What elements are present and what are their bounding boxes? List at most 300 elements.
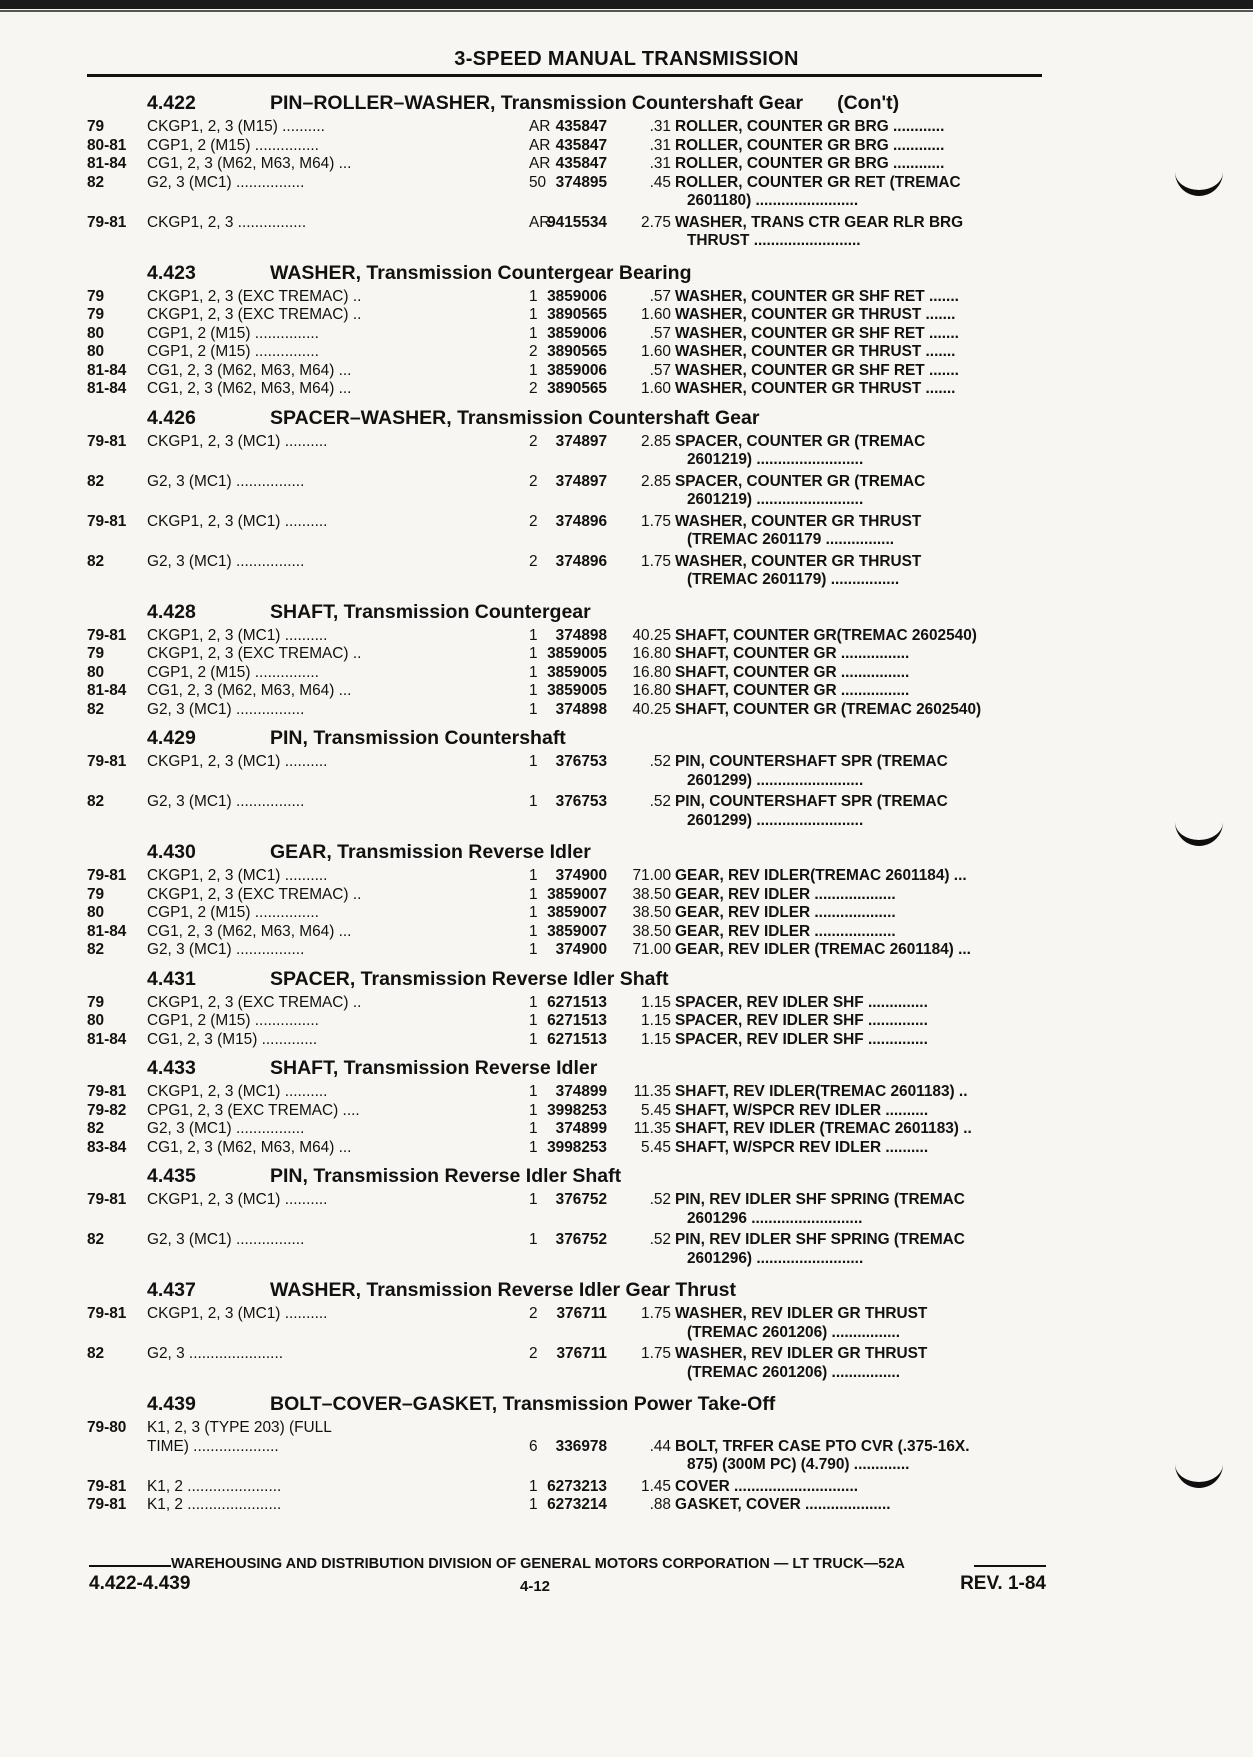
- model-line: CG1, 2, 3 (M62, M63, M64) ...: [147, 361, 352, 379]
- model-year-text: 81-84: [87, 361, 127, 379]
- part-number-text: 3859005: [547, 663, 607, 681]
- model-line: CKGP1, 2, 3 (MC1) ..........: [147, 626, 328, 644]
- part-number-text: 3859007: [547, 922, 607, 940]
- part-number: [437, 1478, 607, 1497]
- part-number-text: 6273213: [547, 1477, 607, 1495]
- section-title: [270, 403, 759, 433]
- section-heading: [87, 723, 1047, 753]
- model-year-text: 79-81: [87, 753, 127, 770]
- quantity: [529, 553, 569, 572]
- model-line: G2, 3 ......................: [147, 1345, 283, 1362]
- quantity-text: 1: [529, 922, 538, 940]
- binder-hole-mark: [1175, 818, 1223, 846]
- quantity-text: 2: [529, 343, 538, 360]
- table-row: [87, 1102, 1047, 1121]
- quantity: [529, 288, 569, 307]
- price: [587, 867, 671, 886]
- part-number: [437, 380, 607, 399]
- model-year: [87, 473, 137, 492]
- part-number-text: 3998253: [547, 1138, 607, 1156]
- part-number-text: 376752: [555, 1191, 607, 1208]
- part-description: [675, 753, 1045, 790]
- table-row: [87, 1139, 1047, 1158]
- quantity-text: 1: [529, 1477, 538, 1495]
- model-line: CKGP1, 2, 3 (MC1) ..........: [147, 867, 328, 884]
- part-number: [437, 1120, 607, 1139]
- price-text: .52: [649, 753, 671, 770]
- part-description: [675, 473, 1045, 510]
- model-line: CKGP1, 2, 3 (EXC TREMAC) ..: [147, 306, 362, 323]
- description-line: WASHER, REV IDLER GR THRUST: [675, 1305, 928, 1322]
- model-year-text: 80: [87, 324, 105, 342]
- quantity: [529, 994, 569, 1013]
- section-title-text: GEAR, Transmission Reverse Idler: [270, 841, 591, 863]
- model-line: CG1, 2, 3 (M62, M63, M64) ...: [147, 922, 352, 940]
- model-year-text: 79-81: [87, 1496, 127, 1513]
- part-number-text: 336978: [555, 1437, 607, 1455]
- description-line: SHAFT, W/SPCR REV IDLER ..........: [675, 1101, 929, 1119]
- model-year: [87, 701, 137, 720]
- part-description: [675, 380, 1045, 399]
- price: [587, 1139, 671, 1158]
- part-number: [437, 645, 607, 664]
- description-line: SPACER, REV IDLER SHF ..............: [675, 1030, 928, 1048]
- price-text: .57: [649, 361, 671, 379]
- section-title-text: PIN, Transmission Reverse Idler Shaft: [270, 1165, 622, 1187]
- price: [587, 433, 671, 452]
- part-description: [675, 867, 1045, 886]
- model-year: [87, 923, 137, 942]
- model-year: [87, 1231, 137, 1250]
- section-title: [270, 88, 899, 118]
- price-text: 1.45: [641, 1477, 671, 1495]
- part-number-text: 376711: [556, 1345, 607, 1362]
- quantity: [529, 753, 569, 772]
- model-year: [87, 753, 137, 772]
- table-row: [87, 380, 1047, 399]
- price-text: 5.45: [641, 1101, 671, 1119]
- quantity-text: 2: [529, 1345, 538, 1362]
- part-number-text: 374897: [555, 432, 607, 450]
- section-title-text: SPACER, Transmission Reverse Idler Shaft: [270, 967, 669, 990]
- model-year-text: 80: [87, 904, 105, 921]
- quantity-text: 1: [529, 1101, 538, 1119]
- model-line: CG1, 2, 3 (M15) .............: [147, 1030, 318, 1048]
- table-row: [87, 682, 1047, 701]
- description-line: 2601219) .........................: [687, 451, 864, 468]
- part-description: [675, 288, 1045, 307]
- part-number-text: 374899: [555, 1120, 607, 1137]
- table-row: [87, 174, 1047, 214]
- part-number: [437, 923, 607, 942]
- part-number-text: 374895: [555, 173, 607, 191]
- part-number-text: 374896: [555, 512, 607, 530]
- quantity-text: 1: [529, 1496, 538, 1513]
- part-description: [675, 627, 1045, 646]
- quantity: [529, 867, 569, 886]
- description-line: WASHER, TRANS CTR GEAR RLR BRG: [675, 213, 964, 231]
- model-year: [87, 793, 137, 812]
- quantity-text: 1: [529, 682, 538, 699]
- section-title-text: BOLT–COVER–GASKET, Transmission Power Take-Off: [270, 1393, 776, 1415]
- table-row: [87, 627, 1047, 646]
- part-number: [437, 433, 607, 452]
- quantity: [529, 513, 569, 532]
- model-year-text: 82: [87, 793, 105, 810]
- part-number: [437, 1012, 607, 1031]
- part-number: [437, 473, 607, 492]
- part-description: [675, 362, 1045, 381]
- price: [587, 1031, 671, 1050]
- table-row: [87, 1305, 1047, 1345]
- section-title: [270, 597, 591, 627]
- description-line: GEAR, REV IDLER ...................: [675, 885, 896, 903]
- part-description: [675, 1478, 1045, 1497]
- model-year: [87, 1496, 137, 1515]
- model-year: [87, 1012, 137, 1031]
- quantity-text: 1: [529, 867, 538, 884]
- table-row: [87, 473, 1047, 513]
- quantity: [529, 682, 569, 701]
- price: [587, 155, 671, 174]
- quantity-text: 1: [529, 324, 538, 342]
- price-text: 38.50: [632, 922, 671, 940]
- model-year-text: 80: [87, 1012, 105, 1029]
- part-description: [675, 1305, 1045, 1342]
- price: [587, 923, 671, 942]
- table-row: [87, 214, 1047, 254]
- description-line: SHAFT, COUNTER GR ................: [675, 682, 910, 699]
- section-title: [270, 1275, 736, 1305]
- model-year-text: 81-84: [87, 380, 127, 397]
- quantity-text: 1: [529, 793, 538, 810]
- model-year: [87, 886, 137, 905]
- quantity-text: 50: [529, 173, 547, 191]
- model-year-text: 80: [87, 663, 105, 681]
- description-line: SPACER, REV IDLER SHF ..............: [675, 993, 928, 1011]
- model-line: CG1, 2, 3 (M62, M63, M64) ...: [147, 380, 352, 397]
- description-line: PIN, COUNTERSHAFT SPR (TREMAC: [675, 753, 948, 770]
- part-description: [675, 553, 1045, 590]
- model-line: CGP1, 2 (M15) ...............: [147, 663, 319, 681]
- footer-revision: REV. 1-84: [960, 1573, 1046, 1594]
- price-text: 71.00: [632, 941, 671, 958]
- footer-rule-left: [89, 1565, 171, 1567]
- part-description: [675, 701, 1045, 720]
- part-description: [675, 886, 1045, 905]
- quantity-text: 1: [529, 361, 538, 379]
- table-row: [87, 118, 1047, 137]
- section-heading: [87, 837, 1047, 867]
- part-description: [675, 513, 1045, 550]
- model-year: [87, 627, 137, 646]
- quantity-text: 1: [529, 287, 538, 305]
- description-line: GEAR, REV IDLER ...................: [675, 904, 896, 921]
- part-description: [675, 118, 1045, 137]
- part-description: [675, 1102, 1045, 1121]
- price-text: .31: [649, 118, 671, 135]
- model-year-text: 79: [87, 645, 105, 662]
- table-row: [87, 325, 1047, 344]
- model-line: CKGP1, 2, 3 (EXC TREMAC) ..: [147, 993, 362, 1011]
- price: [587, 753, 671, 772]
- part-number: [437, 325, 607, 344]
- price: [587, 1305, 671, 1324]
- section-number: 4.426: [147, 406, 196, 429]
- price: [587, 214, 671, 233]
- price-text: 1.60: [641, 343, 671, 360]
- quantity-text: 2: [529, 512, 538, 530]
- description-line: WASHER, COUNTER GR THRUST: [675, 552, 922, 570]
- quantity: [529, 433, 569, 452]
- part-number-text: 435847: [555, 118, 607, 135]
- part-number: [437, 1139, 607, 1158]
- price: [587, 1102, 671, 1121]
- part-number-text: 6271513: [547, 993, 607, 1011]
- model-line: CG1, 2, 3 (M62, M63, M64) ...: [147, 1138, 352, 1156]
- model-year: [87, 1102, 137, 1121]
- part-description: [675, 1031, 1045, 1050]
- table-row: [87, 923, 1047, 942]
- quantity: [529, 1496, 569, 1515]
- model-line: G2, 3 (MC1) ................: [147, 1231, 305, 1248]
- part-description: [675, 1191, 1045, 1228]
- section-spacer: [87, 1515, 1047, 1519]
- title-rule: [87, 74, 1042, 77]
- part-number: [437, 118, 607, 137]
- quantity-text: 1: [529, 1083, 538, 1100]
- description-line: (TREMAC 2601179) ................: [687, 571, 900, 588]
- description-line: 2601296) .........................: [687, 1249, 864, 1267]
- quantity-text: 1: [529, 700, 538, 718]
- quantity: [529, 1083, 569, 1102]
- description-line: PIN, REV IDLER SHF SPRING (TREMAC: [675, 1191, 965, 1208]
- part-number: [437, 343, 607, 362]
- table-row: [87, 1120, 1047, 1139]
- price: [587, 793, 671, 812]
- model-line: CG1, 2, 3 (M62, M63, M64) ...: [147, 682, 352, 699]
- description-line: (TREMAC 2601206) ................: [687, 1323, 900, 1341]
- part-number: [437, 664, 607, 683]
- part-number: [437, 994, 607, 1013]
- description-line: GEAR, REV IDLER(TREMAC 2601184) ...: [675, 867, 967, 884]
- description-line: 875) (300M PC) (4.790) .............: [687, 1456, 910, 1473]
- section-heading: [87, 88, 1047, 118]
- model-line: CKGP1, 2, 3 (EXC TREMAC) ..: [147, 287, 362, 305]
- description-line: SHAFT, REV IDLER(TREMAC 2601183) ..: [675, 1083, 968, 1100]
- model-line: CKGP1, 2, 3 (EXC TREMAC) ..: [147, 885, 362, 903]
- price-text: 1.15: [641, 1030, 671, 1048]
- model-year-text: 81-84: [87, 682, 127, 699]
- part-number-text: 3859006: [547, 324, 607, 342]
- part-description: [675, 433, 1045, 470]
- quantity: [529, 1031, 569, 1050]
- model-year-text: 79-82: [87, 1101, 127, 1119]
- model-line: G2, 3 (MC1) ................: [147, 552, 305, 570]
- price: [587, 1478, 671, 1497]
- part-description: [675, 793, 1045, 830]
- section-title-text: SHAFT, Transmission Reverse Idler: [270, 1057, 598, 1079]
- quantity-text: 1: [529, 1012, 538, 1029]
- model-year-text: 82: [87, 1120, 105, 1137]
- footer-section-range: 4.422-4.439: [89, 1573, 191, 1594]
- model-year: [87, 1120, 137, 1139]
- model-year: [87, 904, 137, 923]
- model-year: [87, 325, 137, 344]
- quantity-text: 1: [529, 306, 538, 323]
- model-year-text: 80-81: [87, 136, 127, 154]
- part-number-text: 3998253: [547, 1101, 607, 1119]
- model-year: [87, 137, 137, 156]
- part-number-text: 3890565: [547, 343, 607, 360]
- quantity-text: 1: [529, 904, 538, 921]
- model-line: CKGP1, 2, 3 (MC1) ..........: [147, 512, 328, 530]
- description-line: [675, 1419, 1045, 1438]
- model-year-text: 79: [87, 118, 105, 135]
- catalog-section: [87, 258, 1047, 403]
- description-line: THRUST .........................: [687, 232, 861, 249]
- table-row: [87, 793, 1047, 833]
- price-text: 5.45: [641, 1138, 671, 1156]
- price-text: .88: [649, 1496, 671, 1513]
- price-text: .57: [649, 287, 671, 305]
- model-year-text: 82: [87, 552, 105, 570]
- quantity-text: 1: [529, 663, 538, 681]
- price: [587, 325, 671, 344]
- quantity-text: 1: [529, 1231, 538, 1248]
- model-line: CKGP1, 2, 3 (MC1) ..........: [147, 1083, 328, 1100]
- description-line: WASHER, COUNTER GR THRUST: [675, 512, 922, 530]
- catalog-section: [87, 1389, 1047, 1519]
- description-line: (TREMAC 2601179 ................: [687, 531, 894, 548]
- part-number-text: 6271513: [547, 1030, 607, 1048]
- model-year-text: 79-81: [87, 626, 127, 644]
- model-line: CKGP1, 2, 3 (MC1) ..........: [147, 1305, 328, 1322]
- model-line: G2, 3 (MC1) ................: [147, 793, 305, 810]
- model-year-text: 79-81: [87, 512, 127, 530]
- quantity: [529, 1139, 569, 1158]
- quantity: [529, 380, 569, 399]
- part-description: [675, 155, 1045, 174]
- part-number-text: 376753: [555, 793, 607, 810]
- part-number-text: 374898: [555, 700, 607, 718]
- price-text: 1.60: [641, 380, 671, 397]
- table-row: [87, 433, 1047, 473]
- quantity: [529, 118, 569, 137]
- price: [587, 645, 671, 664]
- price-text: 16.80: [632, 682, 671, 699]
- price-text: 38.50: [632, 885, 671, 903]
- part-number-text: 374897: [555, 472, 607, 490]
- model-year: [87, 362, 137, 381]
- part-description: [675, 1496, 1045, 1515]
- description-line: WASHER, COUNTER GR THRUST .......: [675, 343, 956, 360]
- table-row: [87, 1345, 1047, 1385]
- price: [587, 1120, 671, 1139]
- model-year: [87, 174, 137, 193]
- part-number-text: 435847: [555, 136, 607, 154]
- part-number-text: 374898: [555, 626, 607, 644]
- part-number-text: 3859005: [547, 682, 607, 699]
- quantity-text: AR: [529, 136, 551, 154]
- price-text: 16.80: [632, 645, 671, 662]
- section-heading: [87, 258, 1047, 288]
- part-number-text: 3859005: [547, 645, 607, 662]
- catalog-section: [87, 1161, 1047, 1275]
- price-text: 11.35: [633, 1083, 671, 1100]
- description-line: SHAFT, COUNTER GR ................: [675, 663, 910, 681]
- model-line: K1, 2 ......................: [147, 1496, 282, 1513]
- quantity: [529, 941, 569, 960]
- price-text: 40.25: [632, 626, 671, 644]
- model-line: G2, 3 (MC1) ................: [147, 472, 305, 490]
- section-heading: [87, 403, 1047, 433]
- model-year-text: 80: [87, 343, 105, 360]
- description-line: SPACER, COUNTER GR (TREMAC: [675, 472, 926, 490]
- model-year: [87, 645, 137, 664]
- binder-hole-mark: [1175, 168, 1223, 196]
- quantity: [529, 1305, 569, 1324]
- part-number: [437, 867, 607, 886]
- price-text: 38.50: [632, 904, 671, 921]
- quantity: [529, 701, 569, 720]
- part-description: [675, 1231, 1045, 1268]
- model-year-text: 79-81: [87, 1305, 127, 1322]
- model-year: [87, 214, 137, 233]
- description-line: SPACER, REV IDLER SHF ..............: [675, 1012, 928, 1029]
- model-year: [87, 118, 137, 137]
- model-year: [87, 433, 137, 452]
- model-year: [87, 1031, 137, 1050]
- binder-hole-mark: [1175, 1460, 1223, 1488]
- part-description: [675, 214, 1045, 251]
- catalog-section: [87, 723, 1047, 837]
- part-number-text: 6273214: [547, 1496, 607, 1513]
- model-line: CGP1, 2 (M15) ...............: [147, 324, 319, 342]
- part-number: [437, 362, 607, 381]
- part-description: [675, 1345, 1045, 1382]
- model-year-text: 79: [87, 885, 105, 903]
- price: [587, 473, 671, 492]
- part-number: [437, 214, 607, 233]
- section-heading: [87, 1275, 1047, 1305]
- description-line: WASHER, COUNTER GR SHF RET .......: [675, 287, 959, 305]
- section-title: [270, 1389, 775, 1419]
- part-description: [675, 994, 1045, 1013]
- table-row: [87, 155, 1047, 174]
- quantity-text: 1: [529, 753, 538, 770]
- part-description: [675, 1083, 1045, 1102]
- model-line: CKGP1, 2, 3 ................: [147, 213, 307, 231]
- description-line: SHAFT, REV IDLER (TREMAC 2601183) ..: [675, 1120, 972, 1137]
- table-row: [87, 553, 1047, 593]
- section-number: 4.439: [147, 1393, 196, 1415]
- quantity: [529, 137, 569, 156]
- price: [587, 1012, 671, 1031]
- model-year: [87, 682, 137, 701]
- part-number: [437, 682, 607, 701]
- quantity-text: 2: [529, 1305, 538, 1322]
- description-line: 2601296 ..........................: [687, 1209, 863, 1227]
- part-number: [437, 155, 607, 174]
- quantity: [529, 174, 569, 193]
- quantity-text: 1: [529, 1120, 538, 1137]
- price-text: 1.75: [641, 512, 671, 530]
- section-number: 4.422: [147, 92, 196, 114]
- model-year: [87, 155, 137, 174]
- description-line: WASHER, COUNTER GR THRUST .......: [675, 306, 956, 323]
- model-year: [87, 867, 137, 886]
